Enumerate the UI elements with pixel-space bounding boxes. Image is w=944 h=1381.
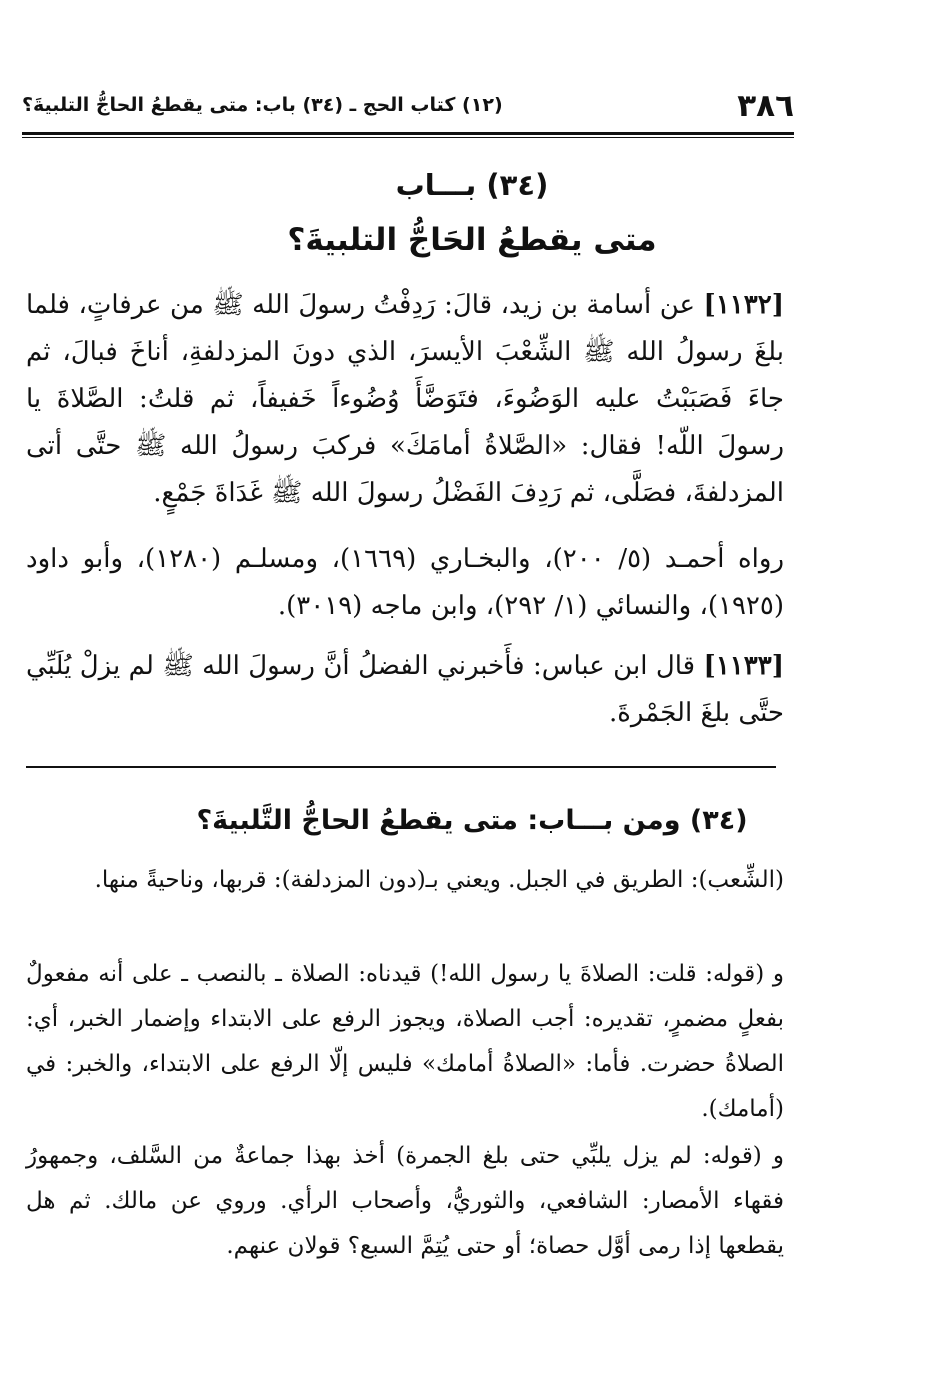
commentary-title: (٣٤) ومن بـــاب: متى يقطعُ الحاجُّ التَّلبيةَ؟ bbox=[196, 805, 748, 836]
running-header bbox=[22, 88, 794, 130]
commentary-divider bbox=[26, 766, 776, 768]
header-rule bbox=[22, 132, 794, 135]
hadith-number: [١١٣٢] bbox=[703, 290, 784, 320]
hadith-paragraph bbox=[26, 643, 784, 737]
hadith-text: عن أسامة بن زيد، قالَ: رَدِفْتُ رسولَ الله ﷺ من عرفاتٍ، فلما بلغَ رسولُ الله ﷺ الشِّعْبَ الأيسرَ، الذي دونَ المزدلفةِ، أناخَ فبالَ، ثم جاءَ فَصَبَبْتُ عليه الوَضُوءَ، فتَوَضَّأَ وُضُوءاً خَفيفاً، ثم قلتُ: الصَّلاةَ يا رسولَ اللّه! فقال: «الصَّلاةُ أمامَكَ» فركبَ رسولُ الله ﷺ حتَّى أتى المزدلفةَ، فصَلَّى، ثم رَدِفَ الفَضْلُ رسولَ الله ﷺ غَدَاةَ جَمْعٍ. bbox=[26, 290, 784, 508]
hadith-text: قال ابن عباس: فأَخبرني الفضلُ أنَّ رسولَ الله ﷺ لم يزلْ يُلَبِّي حتَّى بلغَ الجَمْرةَ. bbox=[26, 651, 784, 728]
chapter-number: (٣٤) بـــاب bbox=[395, 168, 549, 202]
chapter-title: متى يقطعُ الحَاجُّ التلبيةَ؟ bbox=[287, 222, 657, 258]
commentary-paragraph: و (قوله: لم يزل يلبِّي حتى بلغ الجمرة) أخذ بهذا جماعةٌ من السَّلف، وجمهورُ فقهاء الأمصار: الشافعي، والثوريُّ، وأصحاب الرأي. وروي عن مالك. ثم هل يقطعها إذا رمى أوَّل حصاة؛ أو حتى يُتِمَّ السبع؟ قولان عنهم. bbox=[26, 1143, 784, 1259]
header-rule-thin bbox=[22, 137, 794, 138]
citation-text: رواه أحمـد (٥/ ٢٠٠)، والبخـاري (١٦٦٩)، ومسلـم (١٢٨٠)، وأبو داود (١٩٢٥)، والنسائي (١/ ٢٩٢)، وابن ماجه (٣٠١٩). bbox=[26, 544, 784, 621]
page-number: ٣٨٦ bbox=[737, 88, 794, 124]
hadith-paragraph bbox=[26, 282, 784, 517]
citation-paragraph bbox=[26, 536, 784, 630]
hadith-number: [١١٣٣] bbox=[703, 651, 784, 681]
commentary-paragraph: (الشِّعب): الطريق في الجبل. ويعني بـ(دون المزدلفة): قربها، وناحيةً منها. bbox=[94, 867, 784, 893]
commentary-paragraph: و (قوله: قلت: الصلاةَ يا رسول الله!) قيدناه: الصلاة ـ بالنصب ـ على أنه مفعولٌ بفعلٍ مضمرٍ، تقديره: أجب الصلاة، ويجوز الرفع على الابتداء وإضمار الخبر، أي: الصلاةُ حضرت. فأما: «الصلاةُ أمامك» فليس إلّا الرفع على الابتداء، والخبر: في (أمامك). bbox=[26, 961, 784, 1122]
running-title: (١٢) كتاب الحج ـ (٣٤) باب: متى يقطعُ الحاجُّ التلبيةَ؟ bbox=[22, 94, 503, 116]
